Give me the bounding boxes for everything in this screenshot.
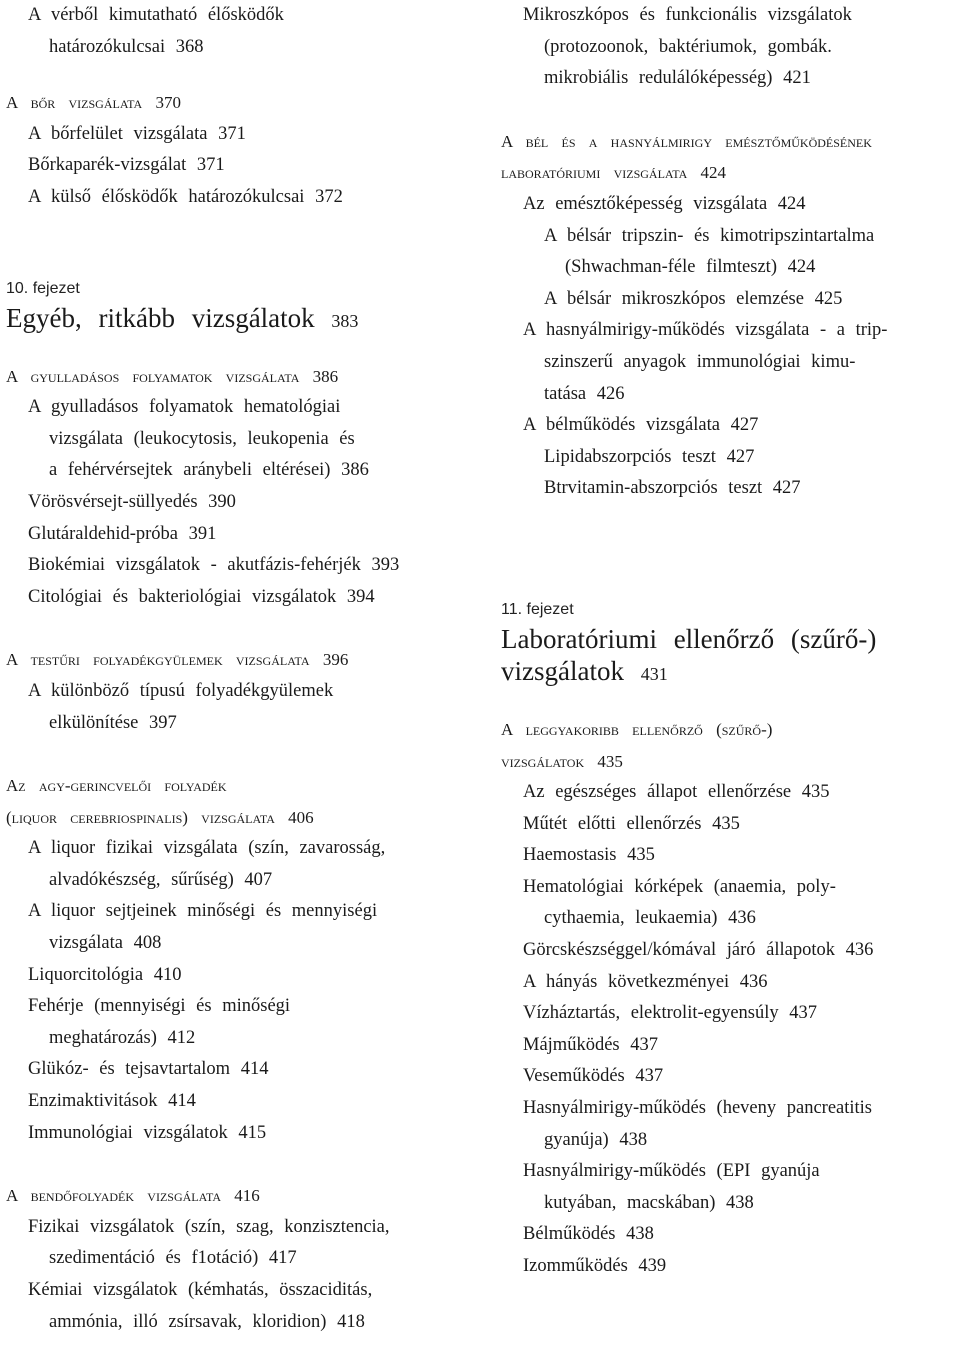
chapter-title-text: Egyéb, ritkább vizsgálatok xyxy=(6,302,315,333)
toc-entry: A vérből kimutatható élősködők xyxy=(28,5,284,25)
toc-entry: Btrvitamin-abszorpciós teszt 427 xyxy=(544,478,801,499)
toc-entry: Műtét előtti ellenőrzés 435 xyxy=(523,813,740,834)
chapter-title-line1: Laboratóriumi ellenőrző (szűrő-) xyxy=(501,623,877,654)
toc-entry: Haemostasis 435 xyxy=(523,845,655,866)
toc-entry: A hasnyálmirigy-működés vizsgálata - a trip- xyxy=(523,320,888,341)
toc-entry: Vízháztartás, elektrolit-egyensúly 437 xyxy=(523,1003,818,1024)
toc-entry: Májműködés 437 xyxy=(523,1034,658,1055)
toc-entry: Hasnyálmirigy-működés (EPI gyanúja xyxy=(523,1161,820,1182)
toc-entry: A bélsár tripszin- és kimotripszintartalma xyxy=(544,225,875,246)
spacer xyxy=(6,63,486,87)
toc-entry: A bélműködés vizsgálata 427 xyxy=(523,415,759,436)
spacer xyxy=(6,1149,486,1180)
spacer xyxy=(6,613,486,644)
toc-entry: tatása 426 xyxy=(544,383,625,404)
chapter-title xyxy=(6,302,486,337)
left-list-2 xyxy=(6,361,486,1339)
toc-entry: határozókulcsai 368 xyxy=(49,36,204,57)
toc-entry: vizsgálata (leukocytosis, leukopenia és xyxy=(49,428,355,449)
toc-entry: A külső élősködők határozókulcsai 372 xyxy=(28,186,343,207)
chapter-page: 383 xyxy=(331,310,359,331)
toc-entry: meghatározás) 412 xyxy=(49,1027,196,1048)
toc-entry: A hányás következményei 436 xyxy=(523,971,768,992)
toc-entry: kutyában, macskában) 438 xyxy=(544,1192,754,1213)
chapter-title-line2 xyxy=(501,655,960,690)
toc-entry: Fizikai vizsgálatok (szín, szag, konzisztencia, xyxy=(28,1216,390,1237)
spacer xyxy=(6,739,486,770)
toc-entry: Hasnyálmirigy-működés (heveny pancreatitis xyxy=(523,1098,873,1119)
toc-entry: Az egészséges állapot ellenőrzése 435 xyxy=(523,782,830,803)
toc-entry: Immunológiai vizsgálatok 415 xyxy=(28,1122,267,1143)
toc-entry: cythaemia, leukaemia) 436 xyxy=(544,908,756,929)
toc-entry: Glutáraldehid-próba 391 xyxy=(28,523,217,544)
section-heading: (liquor cerebriospinalis) vizsgálata 406 xyxy=(6,807,314,827)
toc-entry: A liquor fizikai vizsgálata (szín, zavarosság, xyxy=(28,838,386,859)
left-column xyxy=(6,0,486,1338)
toc-entry: (protozoonok, baktériumok, gombák. xyxy=(544,36,832,57)
toc-entry: a fehérvérsejtek aránybeli eltérései) 386 xyxy=(49,460,369,481)
toc-entry: mikrobiális redulálóképesség) 421 xyxy=(544,68,811,89)
section-heading: A bendőfolyadék vizsgálata 416 xyxy=(6,1186,260,1206)
toc-entry: Bélműködés 438 xyxy=(523,1224,654,1245)
section-heading: Az agy-gerincvelői folyadék xyxy=(6,776,227,796)
toc-entry: Veseműködés 437 xyxy=(523,1066,664,1087)
section-heading: A gyulladásos folyamatok vizsgálata 386 xyxy=(6,366,339,386)
toc-entry: Az emésztőképesség vizsgálata 424 xyxy=(523,193,806,214)
right-list-1 xyxy=(501,0,960,505)
toc-entry: Bőrkaparék-vizsgálat 371 xyxy=(28,155,225,176)
toc-entry: A bélsár mikroszkópos elemzése 425 xyxy=(544,288,843,309)
toc-entry: A bőrfelület vizsgálata 371 xyxy=(28,123,246,144)
section-heading: A leggyakoribb ellenőrző (szűrő-) xyxy=(501,719,773,739)
section-heading: A testűri folyadékgyülemek vizsgálata 396 xyxy=(6,650,349,670)
toc-entry: Liquorcitológia 410 xyxy=(28,964,182,985)
spacer xyxy=(501,690,960,714)
section-heading: A bél és a hasnyálmirigy emésztőműködésének xyxy=(501,131,872,151)
toc-entry: vizsgálata 408 xyxy=(49,933,162,954)
chapter-title-text: vizsgálatok xyxy=(501,655,624,686)
toc-entry: Izomműködés 439 xyxy=(523,1256,667,1276)
toc-entry: Biokémiai vizsgálatok - akutfázis-fehérjék 393 xyxy=(28,555,400,576)
spacer xyxy=(6,337,486,361)
toc-entry: Citológiai és bakteriológiai vizsgálatok 394 xyxy=(28,586,375,607)
toc-entry: gyanúja) 438 xyxy=(544,1129,648,1150)
chapter-label: 10. fejezet xyxy=(6,279,80,297)
right-list-2 xyxy=(501,714,960,1283)
spacer xyxy=(501,95,960,126)
toc-entry: Hematológiai kórképek (anaemia, poly- xyxy=(523,876,836,897)
chapter-label: 11. fejezet xyxy=(501,600,574,618)
toc-entry: Mikroszkópos és funkcionális vizsgálatok xyxy=(523,5,852,25)
toc-entry: Enzimaktivitások 414 xyxy=(28,1091,196,1112)
toc-entry: Görcskészséggel/kómával járó állapotok 436 xyxy=(523,940,874,961)
toc-entry: szedimentáció és f1otáció) 417 xyxy=(49,1248,297,1269)
toc-entry: A liquor sejtjeinek minőségi és mennyiségi xyxy=(28,901,378,922)
toc-entry: A különböző típusú folyadékgyülemek xyxy=(28,680,334,701)
toc-entry: Glükóz- és tejsavtartalom 414 xyxy=(28,1059,269,1080)
toc-entry: ammónia, illó zsírsavak, kloridion) 418 xyxy=(49,1311,365,1332)
toc-entry: Fehérje (mennyiségi és minőségi xyxy=(28,996,291,1017)
chapter-11 xyxy=(501,597,960,690)
section-heading: vizsgálatok 435 xyxy=(501,751,623,771)
section-heading: A bőr vizsgálata 370 xyxy=(6,93,181,113)
spacer xyxy=(6,214,486,276)
toc-entry: Vörösvérsejt-süllyedés 390 xyxy=(28,491,236,512)
toc-entry: A gyulladásos folyamatok hematológiai xyxy=(28,397,341,418)
left-list-1 xyxy=(6,0,486,214)
chapter-10 xyxy=(6,276,486,337)
spacer xyxy=(501,505,960,597)
toc-entry: szinszerű anyagok immunológiai kimu- xyxy=(544,351,856,372)
toc-entry: Kémiai vizsgálatok (kémhatás, összaciditás, xyxy=(28,1280,373,1300)
chapter-page: 431 xyxy=(640,663,668,684)
toc-entry: elkülönítése 397 xyxy=(49,712,177,733)
section-heading: laboratóriumi vizsgálata 424 xyxy=(501,163,727,183)
toc-entry: (Shwachman-féle filmteszt) 424 xyxy=(565,257,816,278)
toc-entry: Lipidabszorpciós teszt 427 xyxy=(544,446,755,467)
right-column xyxy=(501,0,960,1283)
toc-entry: alvadókészség, sűrűség) 407 xyxy=(49,869,273,890)
